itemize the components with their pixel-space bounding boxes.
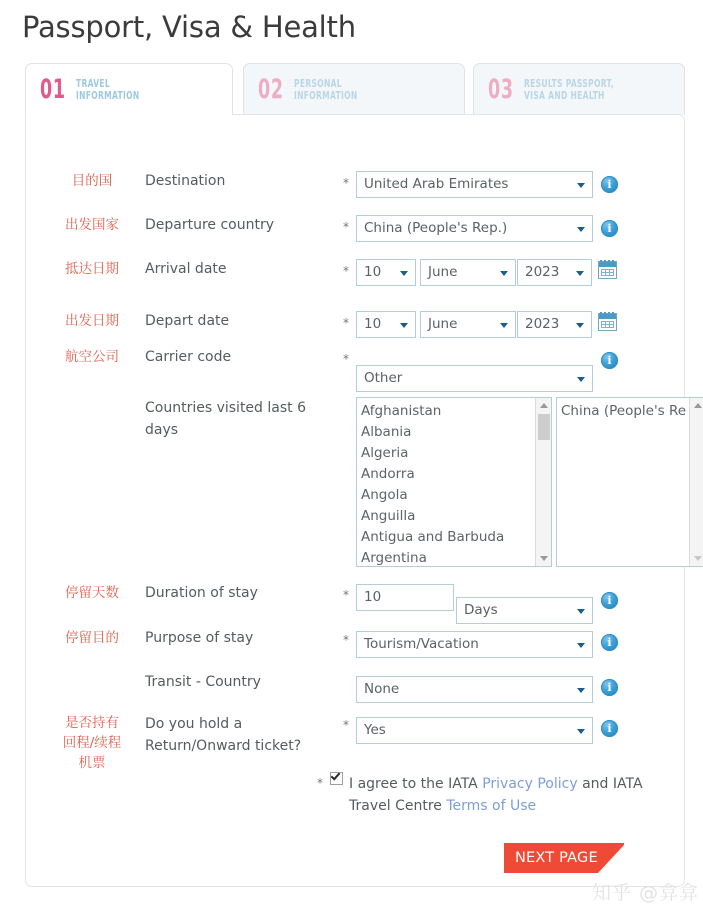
chevron-down-icon bbox=[576, 271, 584, 276]
tab-label: TRAVEL INFORMATION bbox=[76, 77, 140, 102]
purpose-of-stay-value: Tourism/Vacation bbox=[364, 636, 479, 652]
arrival-month-value: June bbox=[428, 264, 458, 280]
return-ticket-label-cn bbox=[52, 713, 132, 773]
required-asterisk: * bbox=[343, 588, 349, 602]
info-icon[interactable]: i bbox=[601, 592, 618, 609]
depart-year-value: 2023 bbox=[525, 316, 560, 332]
tab-number: 03 bbox=[488, 74, 514, 105]
return-ticket-label-en-line1: Do you hold a bbox=[145, 716, 243, 732]
required-asterisk: * bbox=[317, 776, 323, 790]
list-item[interactable]: Argentina bbox=[361, 550, 427, 566]
scrollbar-vertical[interactable] bbox=[689, 398, 703, 566]
required-asterisk: * bbox=[343, 264, 349, 278]
info-icon[interactable]: i bbox=[601, 352, 618, 369]
countries-available-items bbox=[361, 401, 533, 567]
tab-number: 02 bbox=[258, 74, 284, 105]
transit-country-value: None bbox=[364, 681, 400, 697]
transit-country-select[interactable] bbox=[356, 676, 593, 703]
duration-of-stay-label-en: Duration of stay bbox=[145, 585, 258, 601]
purpose-of-stay-select[interactable] bbox=[356, 631, 593, 658]
countries-selected-items bbox=[561, 401, 687, 422]
departure-country-label-en: Departure country bbox=[145, 217, 275, 233]
list-item[interactable]: Andorra bbox=[361, 466, 415, 482]
agreement-checkbox[interactable] bbox=[330, 772, 343, 785]
arrival-month-select[interactable] bbox=[420, 259, 516, 286]
required-asterisk: * bbox=[343, 633, 349, 647]
countries-selected-listbox[interactable] bbox=[556, 397, 703, 567]
duration-of-stay-value: 10 bbox=[364, 589, 382, 605]
info-icon[interactable]: i bbox=[601, 679, 618, 696]
departure-country-value: China (People's Rep.) bbox=[364, 220, 508, 236]
chevron-down-icon bbox=[577, 729, 585, 734]
scroll-down-icon[interactable] bbox=[540, 556, 548, 561]
depart-year-select[interactable] bbox=[517, 311, 592, 338]
transit-country-label-en: Transit - Country bbox=[145, 674, 261, 690]
terms-of-use-link[interactable]: Terms of Use bbox=[446, 798, 537, 814]
tab-label: PERSONAL INFORMATION bbox=[294, 77, 358, 102]
chevron-down-icon bbox=[576, 323, 584, 328]
agreement-line2-prefix: Travel Centre bbox=[349, 798, 447, 814]
depart-month-value: June bbox=[428, 316, 458, 332]
depart-date-label-en: Depart date bbox=[145, 313, 230, 329]
list-item[interactable]: Anguilla bbox=[361, 508, 416, 524]
chevron-down-icon bbox=[577, 377, 585, 382]
info-icon[interactable]: i bbox=[601, 720, 618, 737]
arrival-year-select[interactable] bbox=[517, 259, 592, 286]
calendar-icon[interactable] bbox=[598, 313, 617, 331]
info-icon[interactable]: i bbox=[601, 634, 618, 651]
departure-country-label-cn: 出发国家 bbox=[65, 217, 119, 233]
return-ticket-label-cn-line1: 是否持有 bbox=[65, 715, 119, 731]
destination-label-en: Destination bbox=[145, 173, 226, 189]
list-item[interactable]: Antigua and Barbuda bbox=[361, 529, 505, 545]
carrier-code-select[interactable] bbox=[356, 365, 593, 392]
purpose-of-stay-label-cn: 停留目的 bbox=[65, 630, 119, 646]
info-icon[interactable]: i bbox=[601, 176, 618, 193]
agreement-line1-suffix: and IATA bbox=[577, 776, 643, 792]
watermark: 知乎 @弇弇 bbox=[592, 882, 700, 904]
tab-travel-information[interactable] bbox=[25, 63, 233, 115]
tab-number: 01 bbox=[40, 74, 66, 105]
agreement-text bbox=[349, 773, 649, 817]
chevron-down-icon bbox=[500, 323, 508, 328]
return-ticket-select[interactable] bbox=[356, 717, 593, 744]
privacy-policy-link[interactable]: Privacy Policy bbox=[482, 776, 578, 792]
scrollbar-vertical[interactable] bbox=[535, 398, 551, 566]
purpose-of-stay-label-en: Purpose of stay bbox=[145, 630, 254, 646]
chevron-down-icon bbox=[400, 271, 408, 276]
chevron-down-icon bbox=[577, 227, 585, 232]
required-asterisk: * bbox=[343, 352, 349, 366]
list-item[interactable]: China (People's Re bbox=[561, 403, 687, 419]
tab-personal-information[interactable] bbox=[243, 63, 465, 115]
tab-results-passport-visa-health[interactable] bbox=[473, 63, 685, 115]
return-ticket-value: Yes bbox=[364, 722, 386, 738]
duration-unit-value: Days bbox=[464, 602, 498, 618]
calendar-icon[interactable] bbox=[598, 261, 617, 279]
departure-country-select[interactable] bbox=[356, 215, 593, 242]
arrival-date-label-en: Arrival date bbox=[145, 261, 227, 277]
agreement-line1-prefix: I agree to the IATA bbox=[349, 776, 483, 792]
chevron-down-icon bbox=[577, 183, 585, 188]
next-page-button[interactable] bbox=[504, 843, 624, 873]
check-icon bbox=[331, 770, 341, 780]
duration-unit-select[interactable] bbox=[456, 597, 593, 624]
chevron-down-icon bbox=[500, 271, 508, 276]
corner-triangle-icon bbox=[598, 845, 624, 873]
duration-of-stay-label-cn: 停留天数 bbox=[65, 585, 119, 601]
list-item[interactable]: Albania bbox=[361, 424, 412, 440]
depart-day-select[interactable] bbox=[356, 311, 416, 338]
page-title: Passport, Visa & Health bbox=[22, 10, 356, 44]
wizard-tabs bbox=[25, 63, 685, 115]
chevron-down-icon bbox=[577, 643, 585, 648]
required-asterisk: * bbox=[343, 176, 349, 190]
depart-day-value: 10 bbox=[364, 316, 382, 332]
destination-label-cn: 目的国 bbox=[71, 173, 113, 189]
info-icon[interactable]: i bbox=[601, 220, 618, 237]
depart-date-label-cn: 出发日期 bbox=[65, 313, 119, 329]
tab-label: RESULTS PASSPORT, VISA AND HEALTH bbox=[524, 77, 615, 102]
duration-of-stay-input[interactable] bbox=[356, 584, 454, 611]
destination-value: United Arab Emirates bbox=[364, 176, 509, 192]
return-ticket-label-cn-line3: 机票 bbox=[78, 755, 106, 771]
scroll-up-icon[interactable] bbox=[694, 403, 702, 408]
countries-visited-label-en: Countries visited last 6 days bbox=[145, 400, 306, 438]
arrival-day-select[interactable] bbox=[356, 259, 416, 286]
return-ticket-label-cn-line2: 回程/续程 bbox=[62, 735, 122, 751]
destination-select[interactable] bbox=[356, 171, 593, 198]
chevron-down-icon bbox=[577, 688, 585, 693]
scroll-down-icon[interactable] bbox=[694, 556, 702, 561]
required-asterisk: * bbox=[343, 220, 349, 234]
list-item[interactable]: Angola bbox=[361, 487, 408, 503]
travel-information-panel bbox=[25, 114, 685, 887]
arrival-year-value: 2023 bbox=[525, 264, 560, 280]
depart-month-select[interactable] bbox=[420, 311, 516, 338]
next-page-label: NEXT PAGE bbox=[515, 850, 598, 866]
required-asterisk: * bbox=[343, 718, 349, 732]
scrollbar-thumb[interactable] bbox=[538, 414, 550, 440]
return-ticket-label-en bbox=[145, 713, 335, 757]
list-item[interactable]: Afghanistan bbox=[361, 403, 442, 419]
carrier-code-label-en: Carrier code bbox=[145, 349, 232, 365]
required-asterisk: * bbox=[343, 316, 349, 330]
arrival-date-label-cn: 抵达日期 bbox=[65, 261, 119, 277]
countries-available-listbox[interactable] bbox=[356, 397, 552, 567]
list-item[interactable]: Algeria bbox=[361, 445, 409, 461]
return-ticket-label-en-line2: Return/Onward ticket? bbox=[145, 738, 302, 754]
chevron-down-icon bbox=[400, 323, 408, 328]
chevron-down-icon bbox=[577, 609, 585, 614]
carrier-code-label-cn: 航空公司 bbox=[65, 349, 119, 365]
scroll-up-icon[interactable] bbox=[540, 403, 548, 408]
arrival-day-value: 10 bbox=[364, 264, 382, 280]
carrier-code-value: Other bbox=[364, 370, 403, 386]
